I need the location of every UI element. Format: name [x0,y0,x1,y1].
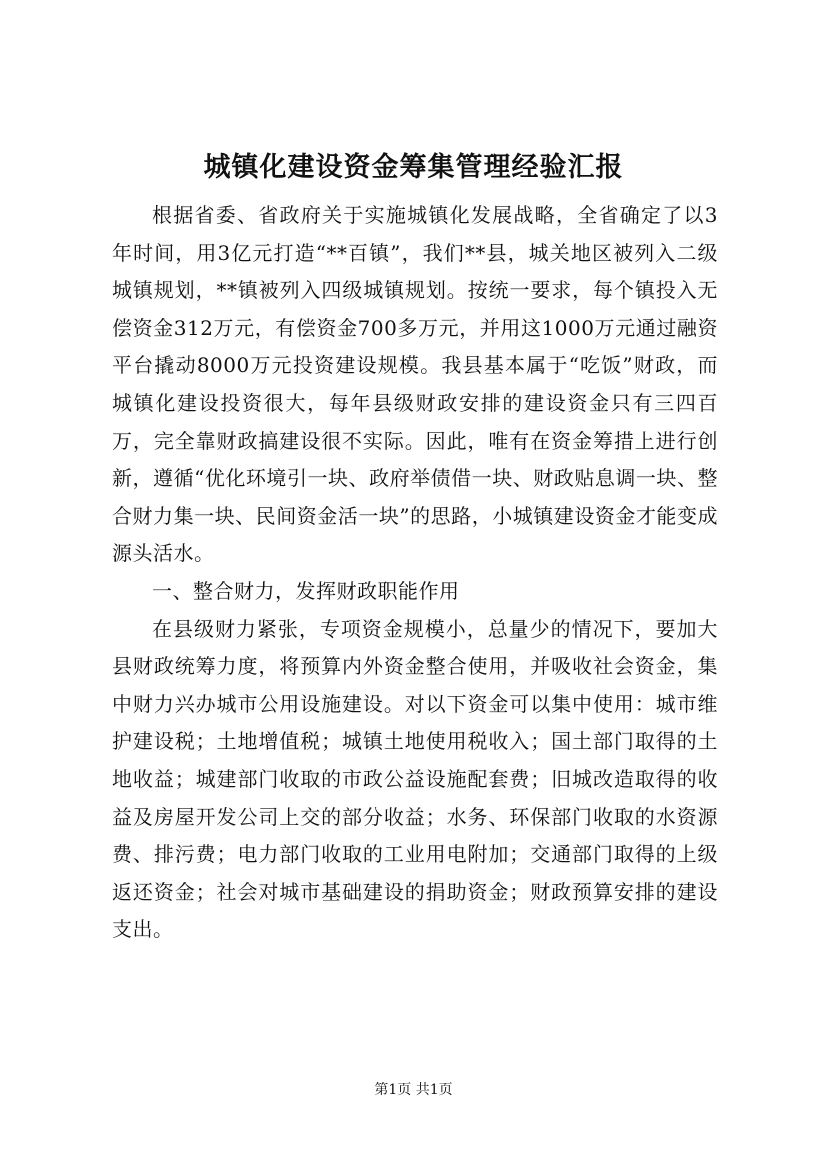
document-body [112,197,718,949]
page-footer: 第1页 共1页 [374,1082,453,1098]
document-title: 城镇化建设资金筹集管理经验汇报 [203,152,624,183]
paragraph-intro: 根据省委、省政府关于实施城镇化发展战略，全省确定了以3年时间，用3亿元打造“**百镇”，我们**县，城关地区被列入二级城镇规划，**镇被列入四级城镇规划。按统一要求，每个镇投入无偿资金312万元，有偿资金700多万元，并用这1000万元通过融资平台撬动8000万元投资建设规模。我县基本属于“吃饭”财政，而城镇化建设投资很大，每年县级财政安排的建设资金只有三四百万，完全靠财政搞建设很不实际。因此，唯有在资金筹措上进行创新，遵循“优化环境引一块、政府举债借一块、财政贴息调一块、整合财力集一块、民间资金活一块”的思路，小城镇建设资金才能变成源头活水。 [112,203,718,566]
section-heading-1: 一、整合财力，发挥财政职能作用 [152,578,460,603]
paragraph-section-1: 在县级财力紧张，专项资金规模小，总量少的情况下，要加大县财政统筹力度，将预算内外资金整合使用，并吸收社会资金，集中财力兴办城市公用设施建设。对以下资金可以集中使用：城市维护建设税；土地增值税；城镇土地使用税收入；国土部门取得的土地收益；城建部门收取的市政公益设施配套费；旧城改造取得的收益及房屋开发公司上交的部分收益；水务、环保部门收取的水资源费、排污费；电力部门收取的工业用电附加；交通部门取得的上级返还资金；社会对城市基础建设的捐助资金；财政预算安排的建设支出。 [112,616,718,942]
